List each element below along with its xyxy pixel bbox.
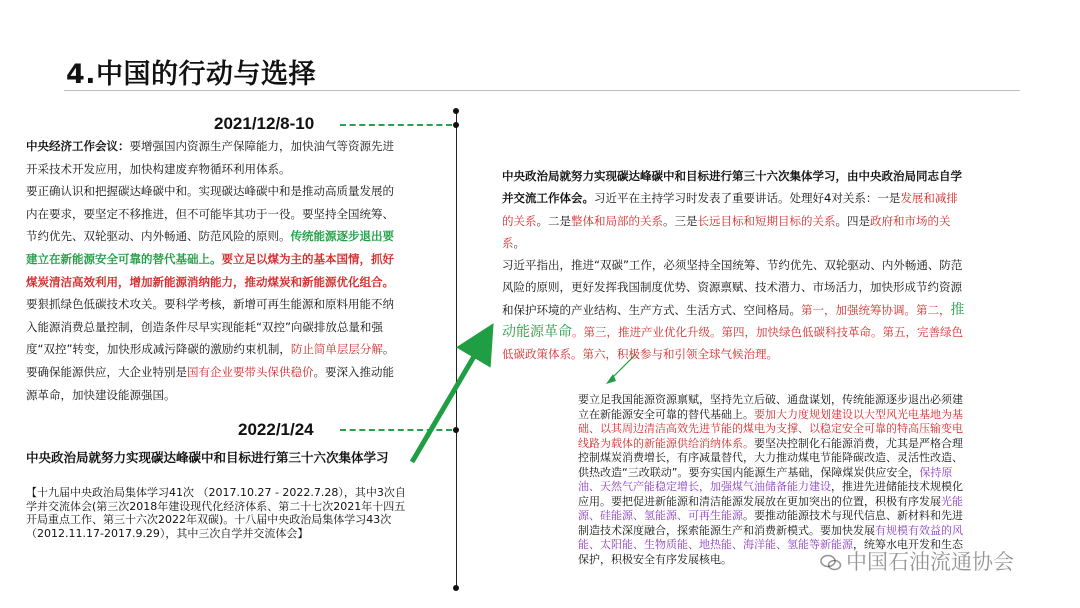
red-highlight-decompose: 防止简单层层分解 bbox=[290, 342, 383, 357]
task-6: 第六，积极参与和引领全球气候治理。 bbox=[582, 347, 778, 362]
detail-s2-highlight: 要加大力度规划建设以大型风光电基地为基础、以其周边清洁高效先进节能的煤电为支撑、以稳定安全可靠的特高压输变电线路为载体的新能源供给消纳体系。 bbox=[578, 407, 963, 450]
task-2-energy-revolution: 推动能源革命 bbox=[502, 301, 965, 341]
detail-s6: ，统筹水电开发和生态保护，积极安全有序发展核电。 bbox=[578, 538, 963, 566]
energy-revolution-detail bbox=[578, 393, 968, 567]
task-2-suffix: 。 bbox=[572, 325, 584, 340]
detail-s1: 要立足我国能源资源禀赋，坚持先立后破、通盘谋划，传统能源逐步退出必须建立在新能源安全可靠的替代基础上。 bbox=[578, 393, 963, 421]
date-label-2021: 2021/12/8-10 bbox=[214, 114, 315, 133]
paragraph-1: 要增强国内资源生产保障能力，加快油气等资源先进开采技术开发应用，加快构建废弃物循环利用体系。 bbox=[26, 139, 394, 176]
detail-s5: 。要推动能源技术与现代信息、新材料和先进制造技术深度融合，探索能源生产和消费新模式。要加快发展 bbox=[578, 509, 963, 537]
paragraph-3-end: 。要深入推动能源革命，加快建设能源强国。 bbox=[26, 364, 394, 402]
red-highlight-coal: 要立足以煤为主的基本国情，抓好煤炭清洁高效利用，增加新能源消纳能力，推动煤炭和新能源优化组合。 bbox=[26, 251, 394, 289]
politburo-study-title: 中央政治局就努力实现碳达峰碳中和目标进行第三十六次集体学习 bbox=[26, 450, 389, 465]
green-arrow bbox=[412, 336, 486, 462]
summary-heading: 中央政治局就努力实现碳达峰碳中和目标进行第三十六次集体学习，由中央政治局同志自学并交流工作体会。 bbox=[502, 169, 962, 206]
summary-intro: 习近平在主持学习时发表了重要讲话。处理好4对关系：一是 bbox=[594, 191, 901, 206]
sep-3: 。四是 bbox=[835, 213, 870, 228]
relation-4: 政府和市场的关系 bbox=[502, 213, 951, 250]
sep-1: 。二是 bbox=[536, 213, 571, 228]
paragraph-3-cont: 。要确保能源供应，大企业特别是 bbox=[26, 342, 395, 379]
task-3: 第三，推进产业优化升级。 bbox=[583, 325, 722, 340]
politburo-study-summary bbox=[502, 165, 968, 366]
green-highlight: 传统能源逐步退出要建立在新能源安全可靠的替代基础上。 bbox=[26, 229, 394, 266]
sep-4: 。 bbox=[513, 235, 525, 250]
page-title: 4.中国的行动与选择 bbox=[66, 59, 317, 90]
watermark-text: 中国石油流通协会 bbox=[846, 550, 1014, 574]
detail-s3-highlight: 保持原油、天然气产能稳定增长，加强煤气油储备能力建设 bbox=[578, 465, 953, 493]
summary-paragraph-2: 习近平指出，推进“双碳”工作，必须坚持全国统筹、节约优先、双轮驱动、内外畅通、防范风险的原则，更好发挥我国制度优势、资源禀赋、技术潜力、市场活力，加快形成节约资源和保护环境的产业结构、生产方式、生活方式、空间格局。 bbox=[502, 258, 963, 317]
task-2-prefix: 第二， bbox=[916, 302, 951, 317]
task-5: 第五，完善绿色低碳政策体系。 bbox=[502, 325, 963, 362]
sep-2: 。三是 bbox=[663, 213, 698, 228]
task-1: 第一，加强统筹协调。 bbox=[801, 302, 916, 317]
relation-3: 长远目标和短期目标的关系 bbox=[697, 213, 836, 228]
date-label-2022: 2022/1/24 bbox=[238, 420, 314, 439]
detail-s4-highlight: 光能源、硅能源、氢能源、可再生能源 bbox=[578, 494, 963, 522]
paragraph-3: 要狠抓绿色低碳技术攻关。要科学考核，新增可再生能源和原料用能不纳入能源消费总量控制，创造条件尽早实现能耗“双控”向碳排放总量和强度“双控”转变，加快形成减污降碳的激励约束机制， bbox=[26, 297, 394, 357]
relation-1: 发展和减排的关系 bbox=[502, 191, 958, 228]
wechat-icon bbox=[820, 554, 842, 572]
watermark bbox=[820, 546, 1014, 576]
meeting-label: 中央经济工作会议： bbox=[26, 139, 130, 153]
detail-s3: 要坚决控制化石能源消费，尤其是严格合理控制煤炭消费增长，有序减量替代，大力推动煤电节能降碳改造、灵活性改造、供热改造“三改联动”。要夯实国内能源生产基础，保障煤炭供应安全， bbox=[578, 436, 963, 479]
red-highlight-soe: 国有企业要带头保供稳价 bbox=[187, 364, 314, 379]
paragraph-2: 要正确认识和把握碳达峰碳中和。实现碳达峰碳中和是推动高质量发展的内在要求，要坚定不移推进，但不可能毕其功于一役。要坚持全国统筹、节约优先、双轮驱动、内外畅通、防范风险的原则。 bbox=[26, 184, 394, 244]
relation-2: 整体和局部的关系 bbox=[571, 213, 663, 228]
detail-s5-highlight: 有规模有效益的风能、太阳能、生物质能、地热能、海洋能、氢能等新能源 bbox=[578, 523, 963, 551]
politburo-study-note: 【十九届中央政治局集体学习41次 （2017.10.27 - 2022.7.28），其中3次自学并交流体会(第三次2018年建设现代化经济体系、第二十七次2021年十四五开局重点工作、第三十六次2022年双碳)。十八届中央政治局集体学习43次 （2012.11.17-2017.9.29），其中三次自学并交流体会】 bbox=[26, 486, 406, 541]
detail-s4: ，推进先进储能技术规模化应用。要把促进新能源和清洁能源发展放在更加突出的位置，积极有序发展 bbox=[578, 480, 963, 508]
task-4: 第四，加快绿色低碳科技革命。 bbox=[721, 325, 883, 340]
